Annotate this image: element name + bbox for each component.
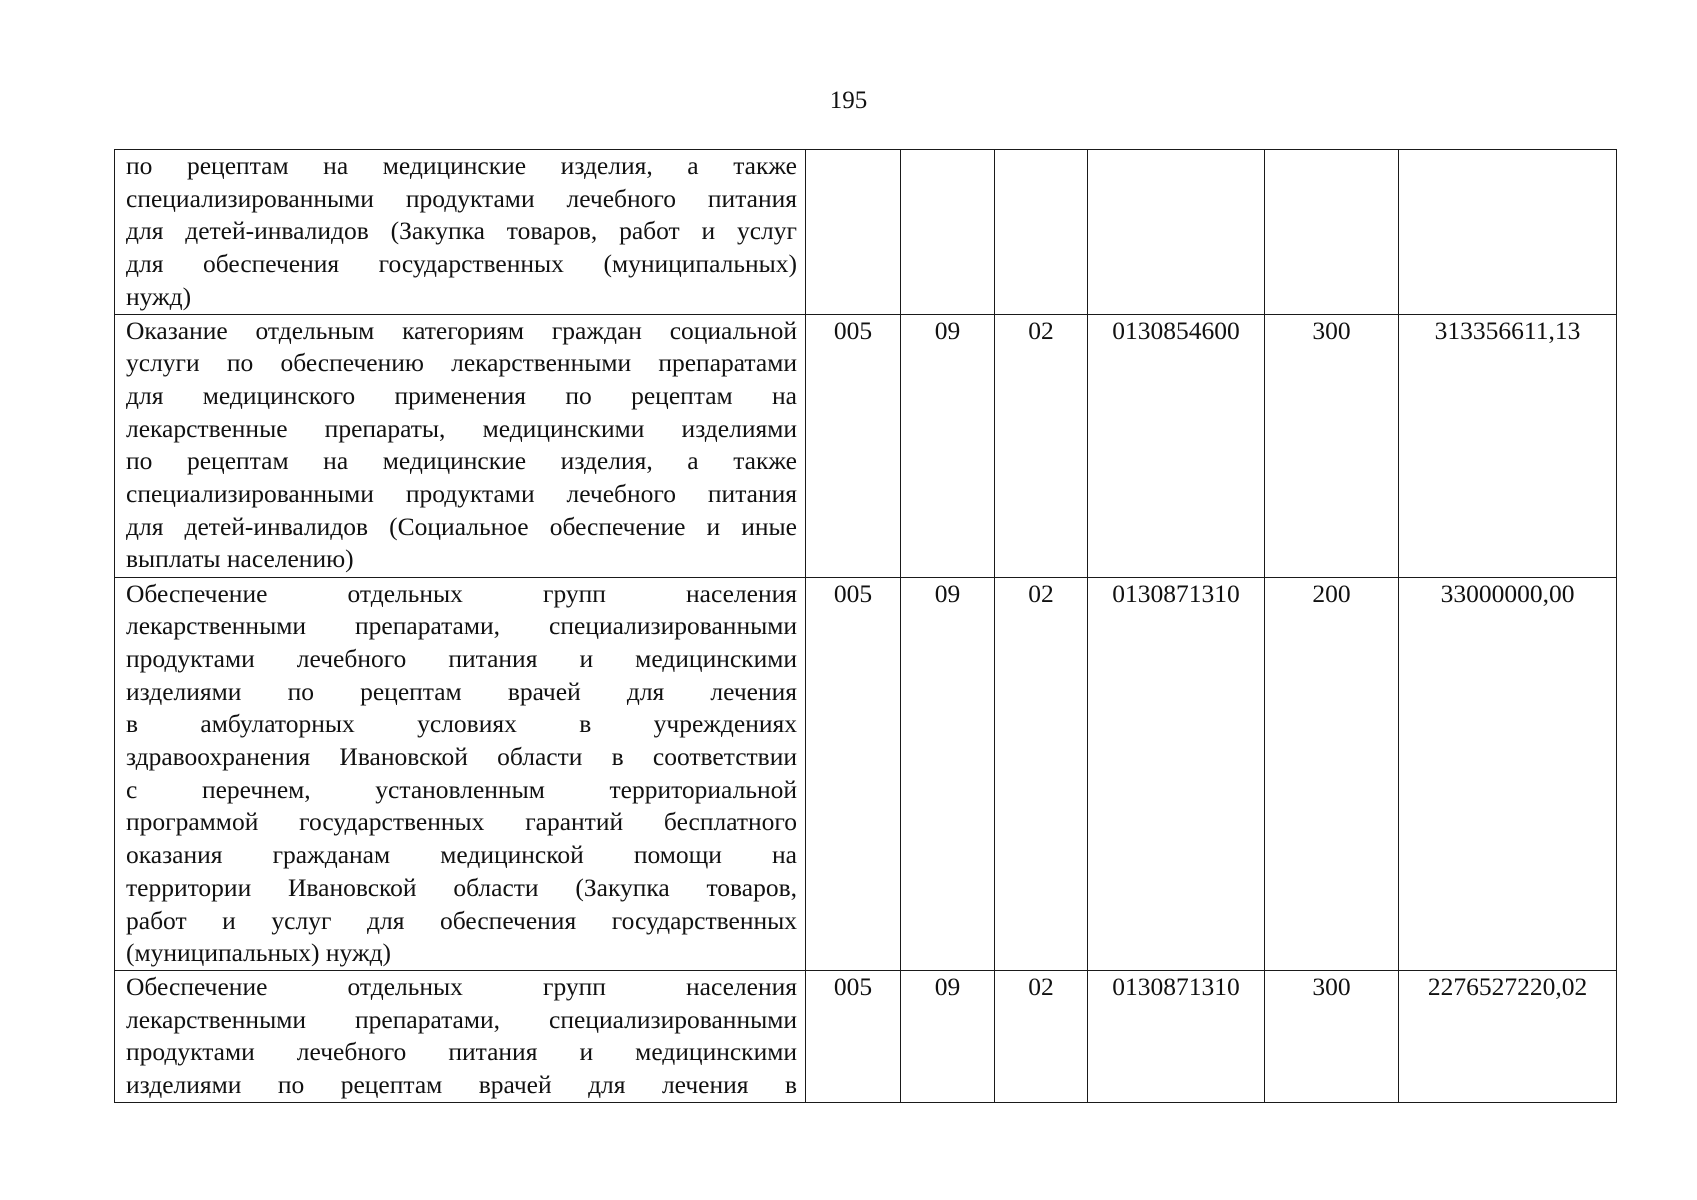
subsection-cell bbox=[995, 150, 1088, 315]
description-line: специализированными продуктами лечебного питания bbox=[126, 479, 797, 509]
description-line: территории Ивановской области (Закупка товаров, bbox=[126, 872, 797, 902]
section-cell: 09 bbox=[901, 577, 995, 970]
row-description bbox=[115, 314, 806, 577]
description-line: для обеспечения государственных (муниципальных) bbox=[126, 249, 797, 279]
description-line: в амбулаторных условиях в учреждениях bbox=[126, 709, 797, 739]
description-line: продуктами лечебного питания и медицинскими bbox=[126, 1037, 797, 1067]
description-line: специализированными продуктами лечебного питания bbox=[126, 183, 797, 213]
description-line: (муниципальных) нужд) bbox=[126, 938, 392, 968]
row-description bbox=[115, 150, 806, 315]
description-line: по рецептам на медицинские изделия, а также bbox=[126, 446, 797, 476]
section-cell: 09 bbox=[901, 314, 995, 577]
description-line: Оказание отдельным категориям граждан социальной bbox=[126, 315, 797, 345]
expense-type-cell: 200 bbox=[1265, 577, 1399, 970]
description-line: по рецептам на медицинские изделия, а также bbox=[126, 151, 797, 180]
description-line: Обеспечение отдельных групп населения bbox=[126, 578, 797, 608]
description-line: для детей-инвалидов (Социальное обеспечение и иные bbox=[126, 511, 797, 541]
description-line: с перечнем, установленным территориальной bbox=[126, 774, 797, 804]
description-line: изделиями по рецептам врачей для лечения bbox=[126, 676, 797, 706]
table-row bbox=[115, 577, 1617, 970]
description-line: выплаты населению) bbox=[126, 544, 354, 574]
description-line: лекарственные препараты, медицинскими изделиями bbox=[126, 413, 797, 443]
description-line: программой государственных гарантий бесплатного bbox=[126, 807, 797, 837]
amount-cell: 313356611,13 bbox=[1399, 314, 1617, 577]
grbs-cell: 005 bbox=[806, 314, 901, 577]
description-line: работ и услуг для обеспечения государственных bbox=[126, 905, 797, 935]
expense-type-cell bbox=[1265, 150, 1399, 315]
grbs-cell: 005 bbox=[806, 577, 901, 970]
description-line: лекарственными препаратами, специализированными bbox=[126, 611, 797, 641]
table-row bbox=[115, 970, 1617, 1102]
row-description bbox=[115, 577, 806, 970]
description-line: услуги по обеспечению лекарственными препаратами bbox=[126, 348, 797, 378]
description-line: изделиями по рецептам врачей для лечения в bbox=[126, 1070, 797, 1100]
target-article-cell bbox=[1088, 150, 1265, 315]
description-line: оказания гражданам медицинской помощи на bbox=[126, 840, 797, 870]
subsection-cell: 02 bbox=[995, 970, 1088, 1102]
section-cell: 09 bbox=[901, 970, 995, 1102]
description-line: для медицинского применения по рецептам на bbox=[126, 380, 797, 410]
expense-type-cell: 300 bbox=[1265, 970, 1399, 1102]
table-row bbox=[115, 150, 1617, 315]
description-line: продуктами лечебного питания и медицинскими bbox=[126, 643, 797, 673]
target-article-cell: 0130871310 bbox=[1088, 577, 1265, 970]
grbs-cell bbox=[806, 150, 901, 315]
grbs-cell: 005 bbox=[806, 970, 901, 1102]
amount-cell: 2276527220,02 bbox=[1399, 970, 1617, 1102]
description-line: нужд) bbox=[126, 281, 192, 311]
amount-cell: 33000000,00 bbox=[1399, 577, 1617, 970]
description-line: Обеспечение отдельных групп населения bbox=[126, 971, 797, 1001]
description-line: для детей-инвалидов (Закупка товаров, работ и услуг bbox=[126, 216, 797, 246]
budget-table bbox=[114, 149, 1617, 1103]
target-article-cell: 0130871310 bbox=[1088, 970, 1265, 1102]
subsection-cell: 02 bbox=[995, 577, 1088, 970]
table-row bbox=[115, 314, 1617, 577]
description-line: лекарственными препаратами, специализированными bbox=[126, 1004, 797, 1034]
row-description bbox=[115, 970, 806, 1102]
page-number: 195 bbox=[829, 87, 868, 114]
target-article-cell: 0130854600 bbox=[1088, 314, 1265, 577]
subsection-cell: 02 bbox=[995, 314, 1088, 577]
section-cell bbox=[901, 150, 995, 315]
amount-cell bbox=[1399, 150, 1617, 315]
expense-type-cell: 300 bbox=[1265, 314, 1399, 577]
description-line: здравоохранения Ивановской области в соответствии bbox=[126, 742, 797, 772]
